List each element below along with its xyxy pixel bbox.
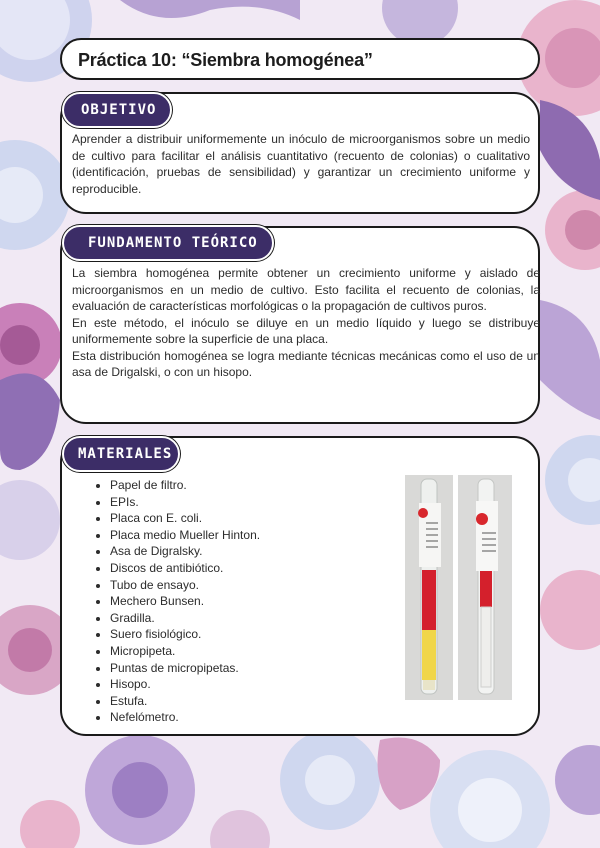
list-item: • Mechero Bunsen. xyxy=(110,593,260,610)
list-item: • EPIs. xyxy=(110,494,260,511)
fundamento-paragraph: La siembra homogénea permite obtener un crecimiento uniforme y aislado de microorganismos en un medio de cultivo. Esto facilita el recuento de colonias, la evaluación de características morfológicas o la propagación de cultivos puros. xyxy=(72,266,540,313)
list-item: • Gradilla. xyxy=(110,610,260,627)
list-item: • Hisopo. xyxy=(110,676,260,693)
list-item: • Papel de filtro. xyxy=(110,477,260,494)
list-item: • Estufa. xyxy=(110,693,260,710)
swab-tube-photo-clear xyxy=(458,475,512,700)
fundamento-paragraph: Esta distribución homogénea se logra mediante técnicas mecánicas como el uso de un asa de Drigalski, o con un hisopo. xyxy=(72,348,540,379)
list-item: • Tubo de ensayo. xyxy=(110,577,260,594)
fundamento-heading: FUNDAMENTO TEÓRICO xyxy=(62,225,274,261)
page-title: Práctica 10: “Siembra homogénea” xyxy=(78,50,373,70)
swab-tube-photo-yellow xyxy=(405,475,453,700)
list-item: • Suero fisiológico. xyxy=(110,626,260,643)
objetivo-heading: OBJETIVO xyxy=(62,92,172,128)
objetivo-text: Aprender a distribuir uniformemente un inóculo de microorganismos sobre un medio de cultivo para facilitar el análisis cuantitativo (recuento de colonias) o cualitativo (identificación, pruebas de sensibilidad) y garantizar un crecimiento uniforme y reproducible. xyxy=(72,132,530,196)
list-item: • Asa de Digralsky. xyxy=(110,543,260,560)
list-item: • Placa medio Mueller Hinton. xyxy=(110,527,260,544)
list-item: • Placa con E. coli. xyxy=(110,510,260,527)
title-card xyxy=(60,38,540,80)
list-item: • Micropipeta. xyxy=(110,643,260,660)
list-item: • Discos de antibiótico. xyxy=(110,560,260,577)
materiales-list xyxy=(92,477,260,726)
list-item: • Nefelómetro. xyxy=(110,709,260,726)
materiales-heading: MATERIALES xyxy=(62,436,180,472)
list-item: • Puntas de micropipetas. xyxy=(110,660,260,677)
fundamento-paragraph: En este método, el inóculo se diluye en un medio líquido y luego se distribuye uniformemente sobre la superficie de una placa. xyxy=(72,315,540,346)
fundamento-text xyxy=(72,265,540,381)
